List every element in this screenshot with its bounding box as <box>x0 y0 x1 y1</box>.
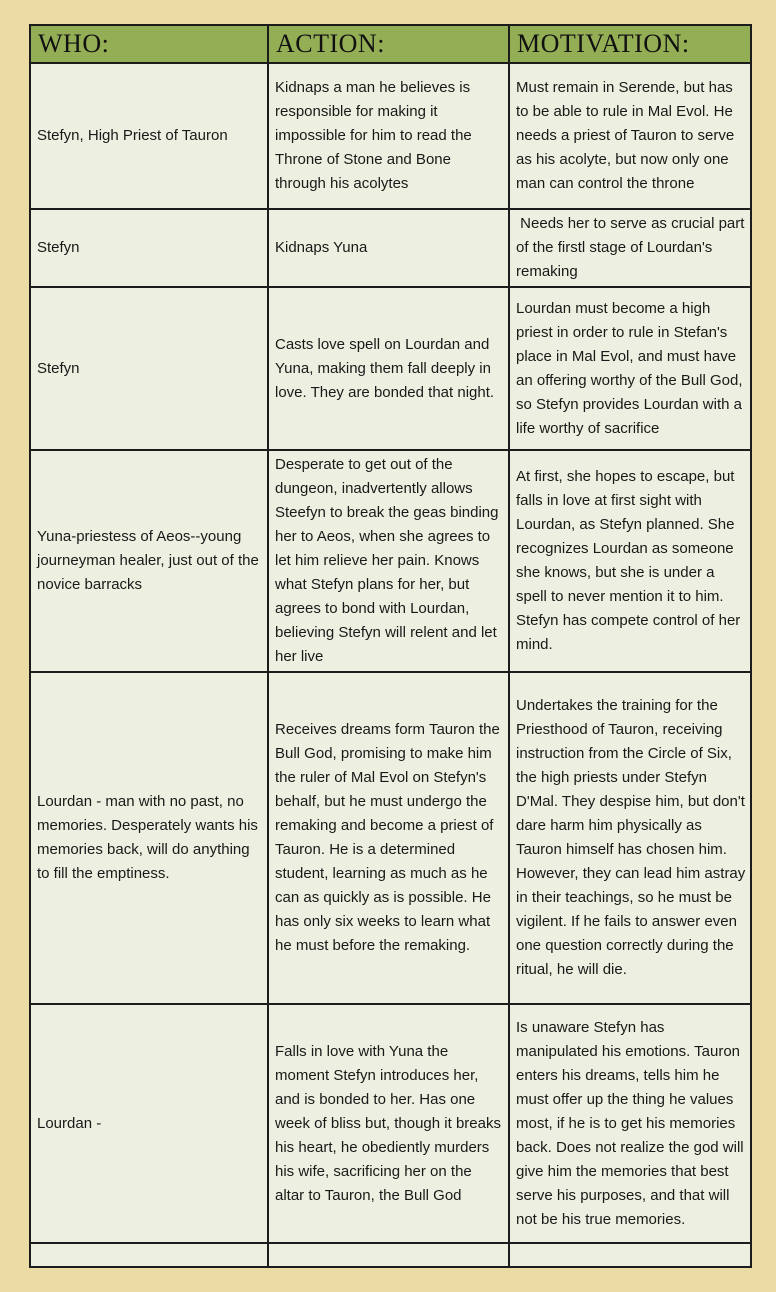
cell-motivation: Undertakes the training for the Priesthood of Tauron, receiving instruction from the Circle of Six, the high priests under Stefyn D'Mal. They despise him, but don't dare harm him physically as Tauron himself has chosen him. However, they can lead him astray in their teachings, so he must be vigilent. If he fails to answer even one question correctly during the ritual, he will die. <box>509 672 751 1004</box>
table-row <box>30 287 751 450</box>
table-row <box>30 63 751 209</box>
cell-action: Kidnaps Yuna <box>268 209 509 287</box>
cell-who: Stefyn <box>30 209 268 287</box>
header-row <box>30 25 751 63</box>
cell-action: Falls in love with Yuna the moment Stefyn introduces her, and is bonded to her. Has one week of bliss but, though it breaks his heart, he obediently murders his wife, sacrificing her on the altar to Tauron, the Bull God <box>268 1004 509 1243</box>
table-row <box>30 450 751 672</box>
cell-action: Desperate to get out of the dungeon, inadvertently allows Steefyn to break the geas binding her to Aeos, when she agrees to let him relieve her pain. Knows what Stefyn plans for her, but agrees to bond with Lourdan, believing Stefyn will relent and let her live <box>268 450 509 672</box>
cell-motivation: Must remain in Serende, but has to be able to rule in Mal Evol. He needs a priest of Tauron to serve as his acolyte, but now only one man can control the throne <box>509 63 751 209</box>
cell-who: Stefyn, High Priest of Tauron <box>30 63 268 209</box>
cell-motivation: At first, she hopes to escape, but falls in love at first sight with Lourdan, as Stefyn planned. She recognizes Lourdan as someone she knows, but she is under a spell to never mention it to him. Stefyn has compete control of her mind. <box>509 450 751 672</box>
table-row <box>30 209 751 287</box>
table-row <box>30 1004 751 1243</box>
cell-who: Yuna-priestess of Aeos--young journeyman healer, just out of the novice barracks <box>30 450 268 672</box>
cell-action: Receives dreams form Tauron the Bull God, promising to make him the ruler of Mal Evol on Stefyn's behalf, but he must undergo the remaking and become a priest of Tauron. He is a determined student, learning as much as he can as quickly as is possible. He has only six weeks to learn what he must before the remaking. <box>268 672 509 1004</box>
cell-motivation: Lourdan must become a high priest in order to rule in Stefan's place in Mal Evol, and must have an offering worthy of the Bull God, so Stefyn provides Lourdan with a life worthy of sacrifice <box>509 287 751 450</box>
cell-action <box>268 1243 509 1267</box>
cell-who: Lourdan - <box>30 1004 268 1243</box>
cell-action: Kidnaps a man he believes is responsible for making it impossible for him to read the Throne of Stone and Bone through his acolytes <box>268 63 509 209</box>
table-row-empty <box>30 1243 751 1267</box>
header-cell-motivation: MOTIVATION: <box>509 25 751 63</box>
cell-motivation: Is unaware Stefyn has manipulated his emotions. Tauron enters his dreams, tells him he must offer up the thing he values most, if he is to get his memories back. Does not realize the god will give him the memories that best serve his purposes, and that will not be his true memories. <box>509 1004 751 1243</box>
cell-who: Stefyn <box>30 287 268 450</box>
cell-action: Casts love spell on Lourdan and Yuna, making them fall deeply in love. They are bonded that night. <box>268 287 509 450</box>
header-cell-who: WHO: <box>30 25 268 63</box>
cell-motivation: Needs her to serve as crucial part of the firstl stage of Lourdan's remaking <box>509 209 751 287</box>
cell-who: Lourdan - man with no past, no memories. Desperately wants his memories back, will do anything to fill the emptiness. <box>30 672 268 1004</box>
story-planning-table <box>29 24 752 1268</box>
header-cell-action: ACTION: <box>268 25 509 63</box>
table-row <box>30 672 751 1004</box>
cell-motivation <box>509 1243 751 1267</box>
cell-who <box>30 1243 268 1267</box>
